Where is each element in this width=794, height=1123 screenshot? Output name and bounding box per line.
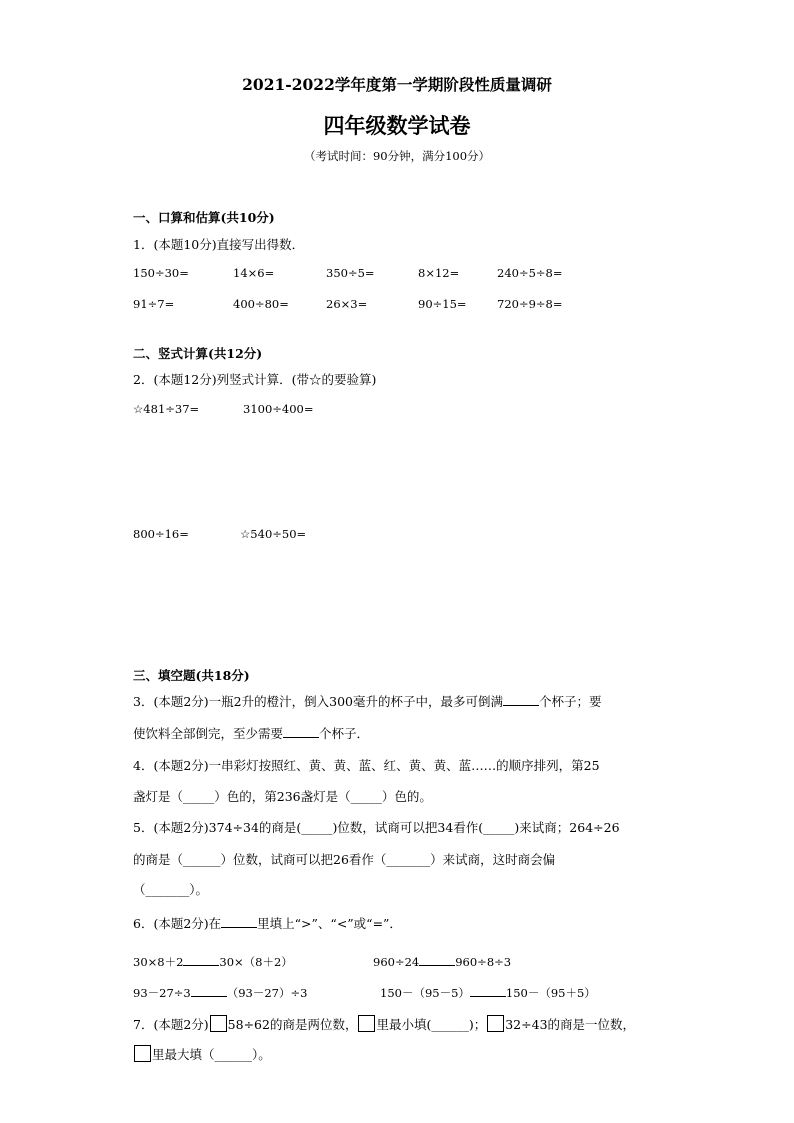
question-7-cont bbox=[133, 1045, 271, 1063]
q6-left: 150－（95－5） bbox=[380, 986, 470, 1000]
q6-left: 93－27÷3 bbox=[133, 986, 191, 1000]
answer-blank[interactable] bbox=[503, 693, 539, 706]
q7-text: 58÷62的商是两位数， bbox=[227, 1017, 358, 1032]
question-3-cont bbox=[133, 724, 369, 742]
q1-item: 8×12= bbox=[418, 266, 460, 280]
q7-text: 32÷43的商是一位数， bbox=[505, 1017, 636, 1032]
answer-blank[interactable] bbox=[191, 984, 227, 997]
question-7 bbox=[133, 1015, 635, 1033]
question-1: 1．(本题10分)直接写出得数． bbox=[133, 237, 305, 252]
q7-text: 里最大填（______）。 bbox=[152, 1047, 271, 1062]
q6-right: 30×（8＋2） bbox=[219, 955, 293, 969]
q2-item: 800÷16= bbox=[133, 527, 189, 541]
q3-text: 使饮料全部倒完，至少需要 bbox=[133, 726, 284, 741]
q6-compare-row bbox=[380, 984, 596, 1001]
answer-box[interactable] bbox=[358, 1015, 375, 1032]
question-3 bbox=[133, 692, 602, 710]
q3-text: 个杯子． bbox=[319, 726, 370, 741]
question-5-cont: 的商是（______）位数，试商可以把26看作（_______）来试商，这时商会偏 bbox=[133, 852, 556, 867]
q1-item: 150÷30= bbox=[133, 266, 189, 280]
answer-box[interactable] bbox=[487, 1015, 504, 1032]
q6-text: 6．(本题2分)在 bbox=[133, 916, 222, 931]
question-2: 2．(本题12分)列竖式计算．(带☆的要验算) bbox=[133, 372, 377, 387]
q6-compare-row bbox=[133, 953, 293, 970]
section-2-title: 二、竖式计算(共12分) bbox=[133, 346, 263, 361]
answer-box[interactable] bbox=[134, 1045, 151, 1062]
question-6 bbox=[133, 914, 402, 932]
q1-item: 26×3= bbox=[326, 297, 368, 311]
question-5: 5．(本题2分)374÷34的商是(_____)位数，试商可以把34看作(_____)来试商；264÷26 bbox=[133, 820, 620, 835]
question-4-cont: 盏灯是（_____）色的，第236盏灯是（_____）色的。 bbox=[133, 789, 432, 804]
q6-right: 150－（95＋5） bbox=[505, 986, 596, 1000]
section-3-title: 三、填空题(共18分) bbox=[133, 668, 250, 683]
q1-item: 240÷5÷8= bbox=[497, 266, 563, 280]
q3-text: 个杯子；要 bbox=[538, 694, 602, 709]
q2-item: ☆481÷37= bbox=[133, 402, 200, 416]
answer-box[interactable] bbox=[210, 1015, 227, 1032]
q7-text: 里最小填(______)； bbox=[376, 1017, 487, 1032]
question-4: 4．(本题2分)一串彩灯按照红、黄、黄、蓝、红、黄、黄、蓝……的顺序排列，第25 bbox=[133, 758, 600, 773]
q7-text: 7．(本题2分) bbox=[133, 1017, 209, 1032]
q3-text: 3．(本题2分)一瓶2升的橙汁，倒入300毫升的杯子中，最多可倒满 bbox=[133, 694, 503, 709]
answer-blank[interactable] bbox=[419, 953, 455, 966]
q6-left: 30×8＋2 bbox=[133, 955, 184, 969]
q6-right: 960÷8÷3 bbox=[455, 955, 512, 969]
q1-item: 91÷7= bbox=[133, 297, 175, 311]
q6-text: 里填上“>”、“<”或“=”． bbox=[257, 916, 402, 931]
q2-item: 3100÷400= bbox=[243, 402, 314, 416]
section-1-title: 一、口算和估算(共10分) bbox=[133, 210, 275, 225]
answer-blank[interactable] bbox=[183, 953, 219, 966]
exam-title: 2021-2022学年度第一学期阶段性质量调研 bbox=[242, 75, 552, 94]
answer-blank[interactable] bbox=[283, 725, 319, 738]
q6-right: （93－27）÷3 bbox=[226, 986, 308, 1000]
q6-compare-row bbox=[133, 984, 307, 1001]
q1-item: 14×6= bbox=[233, 266, 275, 280]
q1-item: 720÷9÷8= bbox=[497, 297, 563, 311]
q2-item: ☆540÷50= bbox=[240, 527, 307, 541]
q1-item: 350÷5= bbox=[326, 266, 375, 280]
answer-blank[interactable] bbox=[470, 984, 506, 997]
q6-compare-row bbox=[373, 953, 511, 969]
question-5-cont2: （_______）。 bbox=[133, 882, 209, 897]
q1-item: 400÷80= bbox=[233, 297, 289, 311]
exam-subtitle: 四年级数学试卷 bbox=[323, 113, 471, 138]
answer-blank[interactable] bbox=[221, 915, 257, 928]
q1-item: 90÷15= bbox=[418, 297, 467, 311]
q6-left: 960÷24 bbox=[373, 955, 420, 969]
exam-info: （考试时间：90分钟，满分100分） bbox=[303, 149, 491, 163]
